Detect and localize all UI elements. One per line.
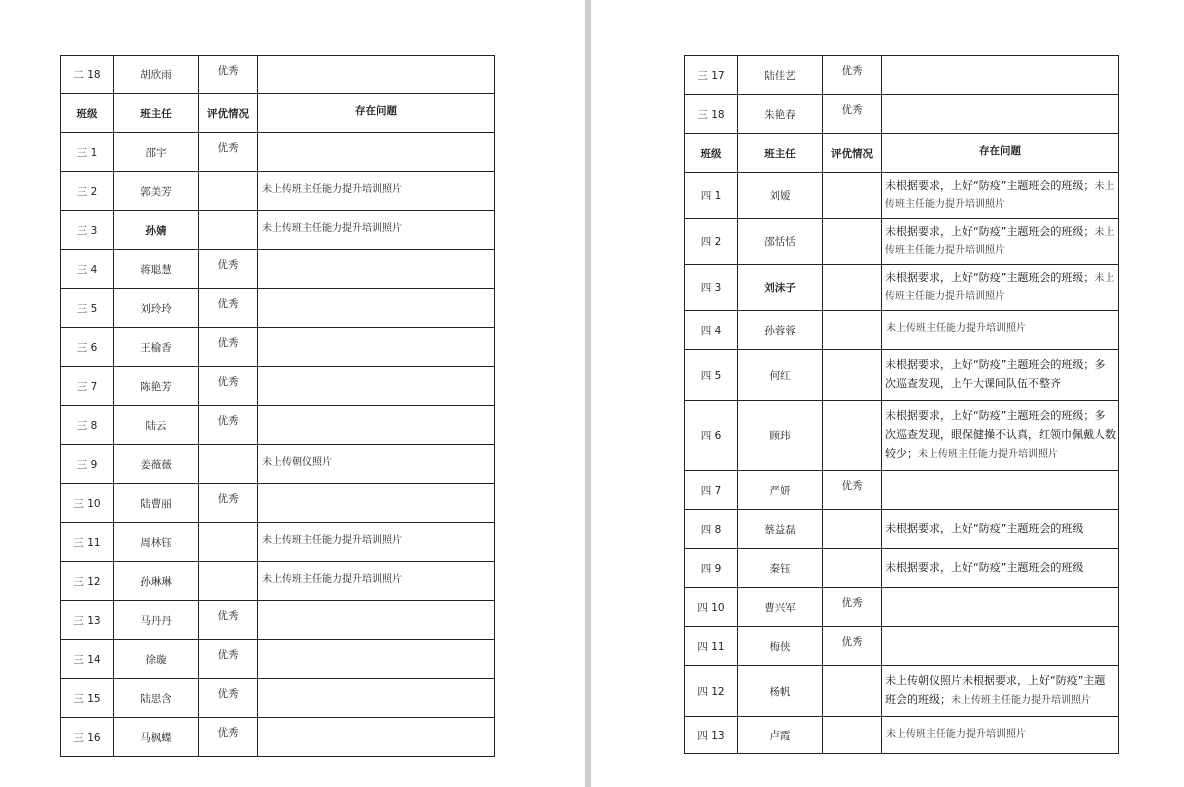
evaluation-table-right (684, 55, 1119, 754)
class-cell: 三 16 (61, 718, 114, 757)
issue-cell (258, 133, 495, 172)
issue-main-text: 未根据要求，上好“防疫”主题班会的班级 (885, 560, 1084, 574)
rating-cell: 优秀 (823, 95, 882, 134)
rating-cell (823, 549, 882, 588)
issue-cell (258, 367, 495, 406)
rating-cell: 优秀 (199, 406, 258, 445)
table-row (61, 250, 495, 289)
table-row (685, 401, 1119, 471)
class-cell: 四 10 (685, 588, 738, 627)
rating-cell: 优秀 (823, 588, 882, 627)
issue-cell (882, 219, 1119, 265)
issue-cell (882, 666, 1119, 717)
table-row (61, 406, 495, 445)
issue-cell: 未上传班主任能力提升培训照片 (258, 211, 495, 250)
issue-cell (258, 406, 495, 445)
document-page-left (0, 0, 585, 787)
class-cell: 四 3 (685, 265, 738, 311)
teacher-cell: 王榆香 (114, 328, 199, 367)
issue-cell (882, 510, 1119, 549)
rating-cell: 优秀 (199, 250, 258, 289)
class-cell: 四 6 (685, 401, 738, 471)
issue-extra-text: 未上传班主任能力提升培训照片 (886, 323, 1026, 334)
issue-cell (882, 549, 1119, 588)
table-row (61, 211, 495, 250)
table-row (685, 311, 1119, 350)
table-row (61, 133, 495, 172)
class-cell: 三 8 (61, 406, 114, 445)
issue-main-text: 未根据要求，上好“防疫”主题班会的班级；多次巡查发现，上午大课间队伍不整齐 (885, 358, 1106, 390)
teacher-cell: 陆曹丽 (114, 484, 199, 523)
issue-cell (882, 588, 1119, 627)
rating-cell: 优秀 (199, 484, 258, 523)
table-row (61, 679, 495, 718)
teacher-cell: 蔡益磊 (738, 510, 823, 549)
table-row (61, 289, 495, 328)
teacher-cell: 邵宇 (114, 133, 199, 172)
teacher-cell: 孙蓉蓉 (738, 311, 823, 350)
table-row (685, 350, 1119, 401)
rating-cell (199, 211, 258, 250)
rating-cell: 优秀 (199, 679, 258, 718)
class-cell: 三 10 (61, 484, 114, 523)
issue-cell: 未上传朝仪照片 (258, 445, 495, 484)
issue-cell (882, 350, 1119, 401)
issue-main-text: 未上传朝仪照片未根据要求，上好“防疫”主题班会的班级； (885, 674, 1106, 706)
class-cell: 三 18 (685, 95, 738, 134)
rating-cell: 优秀 (199, 328, 258, 367)
table-row (61, 718, 495, 757)
table-header-row (61, 94, 495, 133)
class-cell: 三 17 (685, 56, 738, 95)
rating-cell (199, 172, 258, 211)
rating-cell: 优秀 (199, 601, 258, 640)
table-row (61, 367, 495, 406)
issue-cell (882, 265, 1119, 311)
issue-cell (882, 627, 1119, 666)
class-cell: 三 12 (61, 562, 114, 601)
teacher-cell: 周林钰 (114, 523, 199, 562)
teacher-cell: 孙琳琳 (114, 562, 199, 601)
class-cell: 三 9 (61, 445, 114, 484)
table-row (61, 523, 495, 562)
header-class: 班级 (685, 134, 738, 173)
teacher-cell: 孙婧 (114, 211, 199, 250)
class-cell: 三 14 (61, 640, 114, 679)
teacher-cell: 马丹丹 (114, 601, 199, 640)
teacher-cell: 曹兴军 (738, 588, 823, 627)
issue-extra-text: 未上传班主任能力提升培训照片 (918, 449, 1058, 460)
rating-cell: 优秀 (199, 640, 258, 679)
table-row (61, 484, 495, 523)
issue-extra-text: 未上传班主任能力提升培训照片 (885, 273, 1115, 302)
teacher-cell: 马枫蝶 (114, 718, 199, 757)
class-cell: 三 11 (61, 523, 114, 562)
rating-cell (823, 666, 882, 717)
issue-main-text: 未根据要求，上好“防疫”主题班会的班级；多次巡查发现，眼保健操不认真，红领巾佩戴人数较少； (885, 409, 1116, 460)
rating-cell: 优秀 (199, 367, 258, 406)
table-row (685, 173, 1119, 219)
table-row (685, 265, 1119, 311)
class-cell: 三 3 (61, 211, 114, 250)
teacher-cell: 陆思含 (114, 679, 199, 718)
header-class: 班级 (61, 94, 114, 133)
issue-main-text: 未根据要求，上好“防疫”主题班会的班级； (885, 271, 1095, 284)
table-row (685, 471, 1119, 510)
document-page-right (591, 0, 1184, 787)
rating-cell (823, 401, 882, 471)
header-rating: 评优情况 (199, 94, 258, 133)
class-cell: 四 11 (685, 627, 738, 666)
issue-cell (258, 718, 495, 757)
teacher-cell: 卢霞 (738, 717, 823, 754)
class-cell: 四 8 (685, 510, 738, 549)
teacher-cell: 刘沫子 (738, 265, 823, 311)
table-row (685, 666, 1119, 717)
rating-cell (823, 717, 882, 754)
rating-cell: 优秀 (823, 627, 882, 666)
issue-main-text: 未根据要求，上好“防疫”主题班会的班级； (885, 225, 1095, 238)
header-teacher: 班主任 (114, 94, 199, 133)
class-cell: 三 1 (61, 133, 114, 172)
teacher-cell: 蒋聪慧 (114, 250, 199, 289)
teacher-cell: 陆云 (114, 406, 199, 445)
teacher-cell: 梅侠 (738, 627, 823, 666)
class-cell: 二 18 (61, 56, 114, 94)
table-row (685, 219, 1119, 265)
issue-extra-text: 未上传班主任能力提升培训照片 (886, 729, 1026, 740)
table-row (61, 562, 495, 601)
class-cell: 三 7 (61, 367, 114, 406)
class-cell: 四 2 (685, 219, 738, 265)
table-row (685, 95, 1119, 134)
rating-cell: 优秀 (823, 56, 882, 95)
issue-cell: 未上传班主任能力提升培训照片 (258, 172, 495, 211)
issue-cell (882, 401, 1119, 471)
table-row (685, 588, 1119, 627)
header-teacher: 班主任 (738, 134, 823, 173)
issue-cell: 未上传班主任能力提升培训照片 (258, 523, 495, 562)
issue-cell (882, 717, 1119, 754)
issue-extra-text: 未上传班主任能力提升培训照片 (885, 227, 1115, 256)
teacher-cell: 刘玲玲 (114, 289, 199, 328)
table-row (61, 328, 495, 367)
header-rating: 评优情况 (823, 134, 882, 173)
rating-cell (823, 311, 882, 350)
teacher-cell: 顾玮 (738, 401, 823, 471)
issue-cell (258, 56, 495, 94)
class-cell: 三 2 (61, 172, 114, 211)
class-cell: 四 13 (685, 717, 738, 754)
rating-cell (823, 265, 882, 311)
rating-cell: 优秀 (199, 133, 258, 172)
table-row (61, 445, 495, 484)
teacher-cell: 严妍 (738, 471, 823, 510)
rating-cell: 优秀 (199, 56, 258, 94)
rating-cell (199, 445, 258, 484)
teacher-cell: 何红 (738, 350, 823, 401)
class-cell: 三 15 (61, 679, 114, 718)
issue-extra-text: 未上传班主任能力提升培训照片 (885, 181, 1115, 210)
issue-main-text: 未根据要求，上好“防疫”主题班会的班级 (885, 521, 1084, 535)
table-header-row (685, 134, 1119, 173)
issue-cell (882, 95, 1119, 134)
teacher-cell: 刘嫒 (738, 173, 823, 219)
rating-cell (199, 562, 258, 601)
issue-main-text: 未根据要求，上好“防疫”主题班会的班级； (885, 179, 1095, 192)
table-row (61, 56, 495, 94)
rating-cell (823, 219, 882, 265)
issue-cell: 未上传班主任能力提升培训照片 (258, 562, 495, 601)
rating-cell (823, 350, 882, 401)
class-cell: 四 9 (685, 549, 738, 588)
class-cell: 四 5 (685, 350, 738, 401)
class-cell: 三 13 (61, 601, 114, 640)
rating-cell: 优秀 (823, 471, 882, 510)
issue-extra-text: 未上传班主任能力提升培训照片 (951, 695, 1091, 706)
class-cell: 四 12 (685, 666, 738, 717)
teacher-cell: 秦钰 (738, 549, 823, 588)
teacher-cell: 陆佳艺 (738, 56, 823, 95)
class-cell: 三 5 (61, 289, 114, 328)
rating-cell (199, 523, 258, 562)
table-row (685, 56, 1119, 95)
class-cell: 四 1 (685, 173, 738, 219)
teacher-cell: 朱艳春 (738, 95, 823, 134)
rating-cell (823, 510, 882, 549)
teacher-cell: 邵恬恬 (738, 219, 823, 265)
table-row (61, 601, 495, 640)
class-cell: 四 7 (685, 471, 738, 510)
issue-cell (882, 471, 1119, 510)
table-row (685, 549, 1119, 588)
teacher-cell: 胡欣雨 (114, 56, 199, 94)
teacher-cell: 杨帆 (738, 666, 823, 717)
teacher-cell: 姜薇薇 (114, 445, 199, 484)
evaluation-table-left (60, 55, 495, 757)
rating-cell: 优秀 (199, 289, 258, 328)
teacher-cell: 陈艳芳 (114, 367, 199, 406)
rating-cell: 优秀 (199, 718, 258, 757)
issue-cell (258, 640, 495, 679)
teacher-cell: 郭美芳 (114, 172, 199, 211)
class-cell: 三 4 (61, 250, 114, 289)
teacher-cell: 徐璇 (114, 640, 199, 679)
issue-cell (882, 173, 1119, 219)
issue-cell (258, 250, 495, 289)
header-issues: 存在问题 (258, 94, 495, 133)
rating-cell (823, 173, 882, 219)
issue-cell (258, 679, 495, 718)
issue-cell (258, 289, 495, 328)
issue-cell (882, 311, 1119, 350)
issue-cell (258, 484, 495, 523)
class-cell: 三 6 (61, 328, 114, 367)
issue-cell (882, 56, 1119, 95)
table-row (685, 510, 1119, 549)
class-cell: 四 4 (685, 311, 738, 350)
table-row (61, 172, 495, 211)
issue-cell (258, 601, 495, 640)
table-row (685, 717, 1119, 754)
header-issues: 存在问题 (882, 134, 1119, 173)
table-row (685, 627, 1119, 666)
table-row (61, 640, 495, 679)
issue-cell (258, 328, 495, 367)
